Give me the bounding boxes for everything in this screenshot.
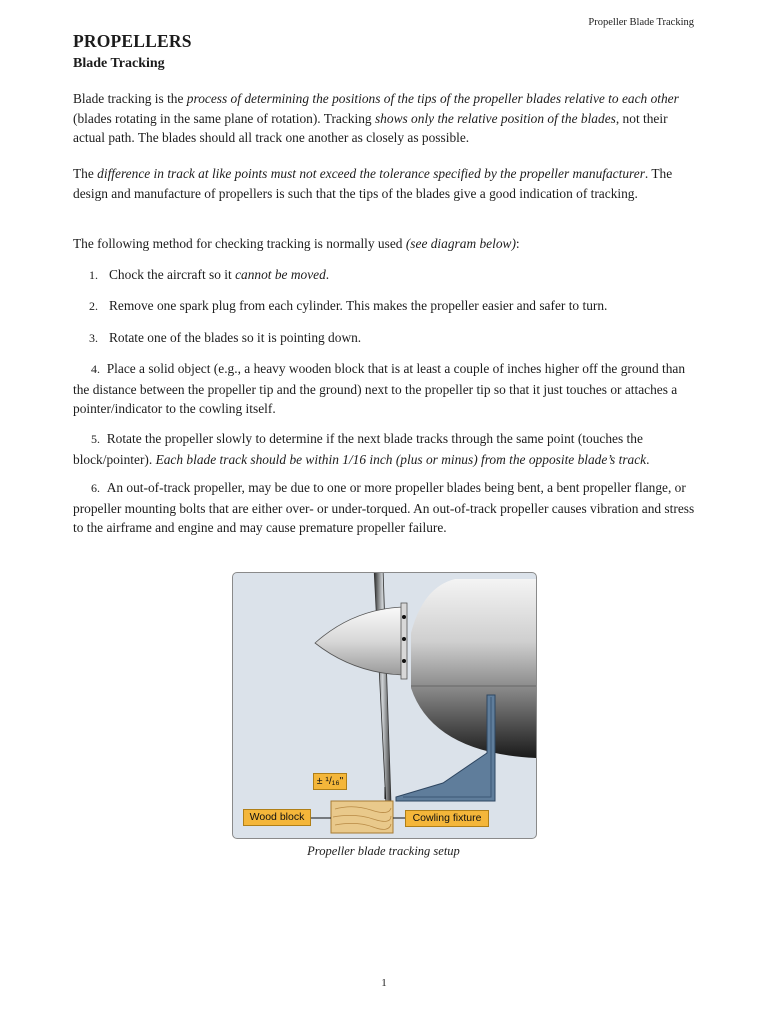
list-item: 3. Rotate one of the blades so it is pointing down.	[89, 330, 362, 345]
list-item: 1. Chock the aircraft so it cannot be moved.	[89, 267, 330, 282]
figure-caption: Propeller blade tracking setup	[307, 844, 460, 858]
list-item: 5. Rotate the propeller slowly to determine if the next blade tracks through the same point (touches the block/pointer). Each blade track should be within 1/16 inch (plus or minus) from the opposite blade’s track.	[73, 431, 650, 467]
paragraph-definition: Blade tracking is the process of determining the positions of the tips of the propeller blades relative to each other (blades rotating in the same plane of rotation). Tracking shows only the relative position of the blades, not their actual path. The blades should all track one another as closely as possible.	[73, 91, 679, 146]
cowling-shape	[411, 579, 536, 758]
cowling-fixture-label: Cowling fixture	[405, 810, 489, 827]
wood-block-label: Wood block	[243, 809, 311, 826]
running-header: Propeller Blade Tracking	[588, 17, 694, 28]
list-item: 6. An out-of-track propeller, may be due to one or more propeller blades being bent, a bent propeller flange, or propeller mounting bolts that are either over- or under-torqued. An out-of-track propeller causes vibration and stress to the airframe and engine and may cause premature propeller failure.	[73, 480, 695, 536]
section-subtitle: Blade Tracking	[73, 56, 165, 71]
paragraph-method-intro: The following method for checking tracking is normally used (see diagram below):	[73, 236, 520, 251]
wood-block-shape	[331, 801, 393, 833]
paragraph-tolerance: The difference in track at like points must not exceed the tolerance specified by the propeller manufacturer. The design and manufacture of propellers is such that the tips of the blades give a good indication of tracking.	[73, 166, 673, 201]
tolerance-label: ± ¹/₁₆"	[313, 773, 347, 790]
propeller-blade	[374, 573, 391, 805]
page-number: 1	[381, 977, 387, 989]
spinner	[315, 607, 403, 675]
diagram-illustration	[233, 573, 536, 838]
list-item: 4. Place a solid object (e.g., a heavy wooden block that is at least a couple of inches higher off the ground than the distance between the propeller tip and the ground) next to the propeller tip so that it just touches or attaches a pointer/indicator to the cowling itself.	[73, 361, 686, 417]
propeller-tracking-diagram	[232, 572, 537, 839]
list-item: 2. Remove one spark plug from each cylinder. This makes the propeller easier and safer to turn.	[89, 298, 608, 313]
page-title: PROPELLERS	[73, 31, 192, 51]
